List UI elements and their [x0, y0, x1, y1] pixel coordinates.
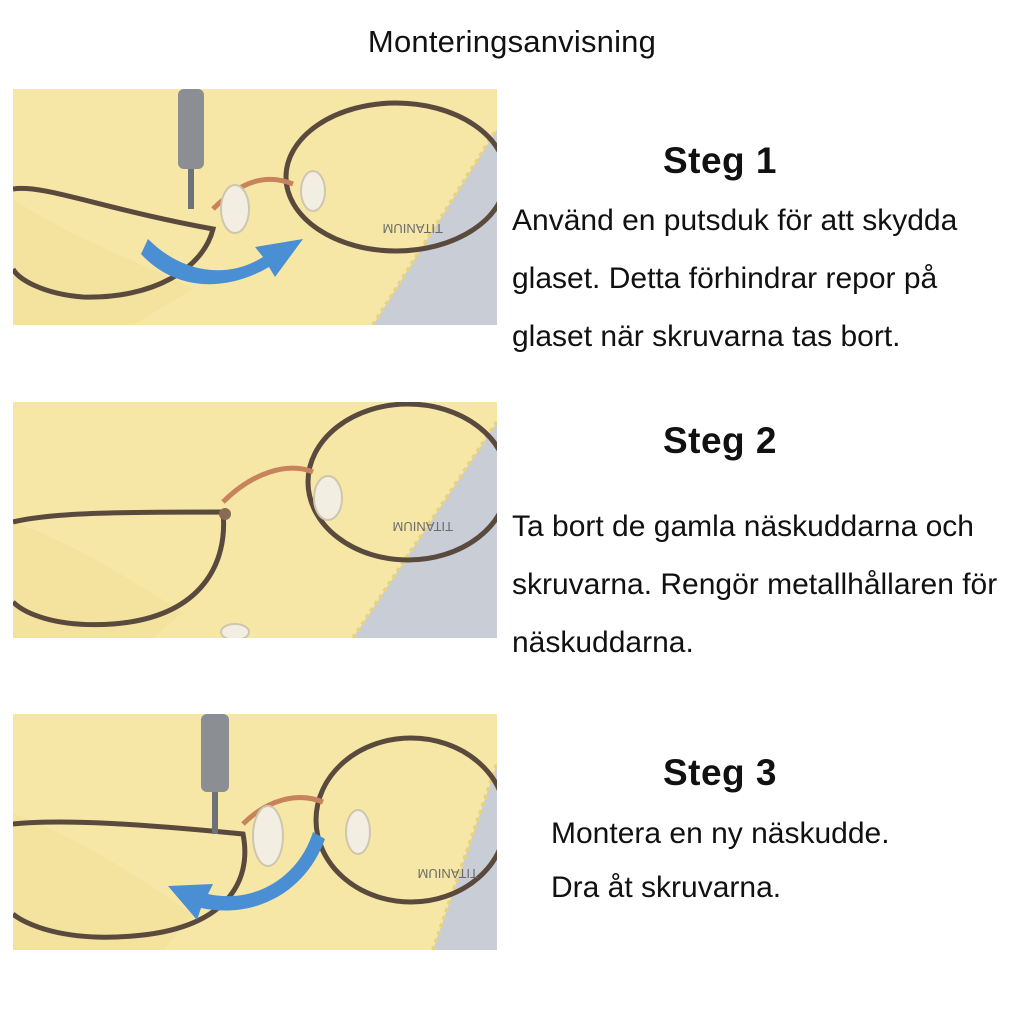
step-1-photo: [13, 89, 497, 325]
step-2-photo: [13, 402, 497, 638]
step-2-line-1: Ta bort de gamla näskuddarna och: [512, 510, 974, 543]
step-2-text: [512, 498, 1022, 672]
step-3-title: Steg 3: [662, 752, 778, 793]
step-3-brand-text: TITANIUM: [417, 866, 478, 881]
step-3-line-2: Dra åt skruvarna.: [551, 871, 782, 904]
step-2-line-2: skruvarna. Rengör metallhållaren för: [512, 568, 998, 601]
step-1-brand-text: TITANIUM: [382, 221, 443, 236]
step-3-text: [551, 807, 1024, 915]
step-1-title: Steg 1: [662, 140, 778, 181]
step-2-brand-text: TITANIUM: [392, 519, 453, 534]
step-3-line-1: Montera en ny näskudde.: [551, 817, 890, 850]
step-3-photo: [13, 714, 497, 950]
step-2-line-3: näskuddarna.: [512, 626, 694, 659]
page-title: Monteringsanvisning: [367, 24, 657, 59]
step-1-line-1: Använd en putsduk för att skydda: [512, 204, 958, 237]
step-1-text: [512, 192, 1022, 366]
step-1-line-2: glaset. Detta förhindrar repor på: [512, 262, 938, 295]
step-1-line-3: glaset när skruvarna tas bort.: [512, 320, 901, 353]
step-2-title: Steg 2: [662, 420, 778, 461]
